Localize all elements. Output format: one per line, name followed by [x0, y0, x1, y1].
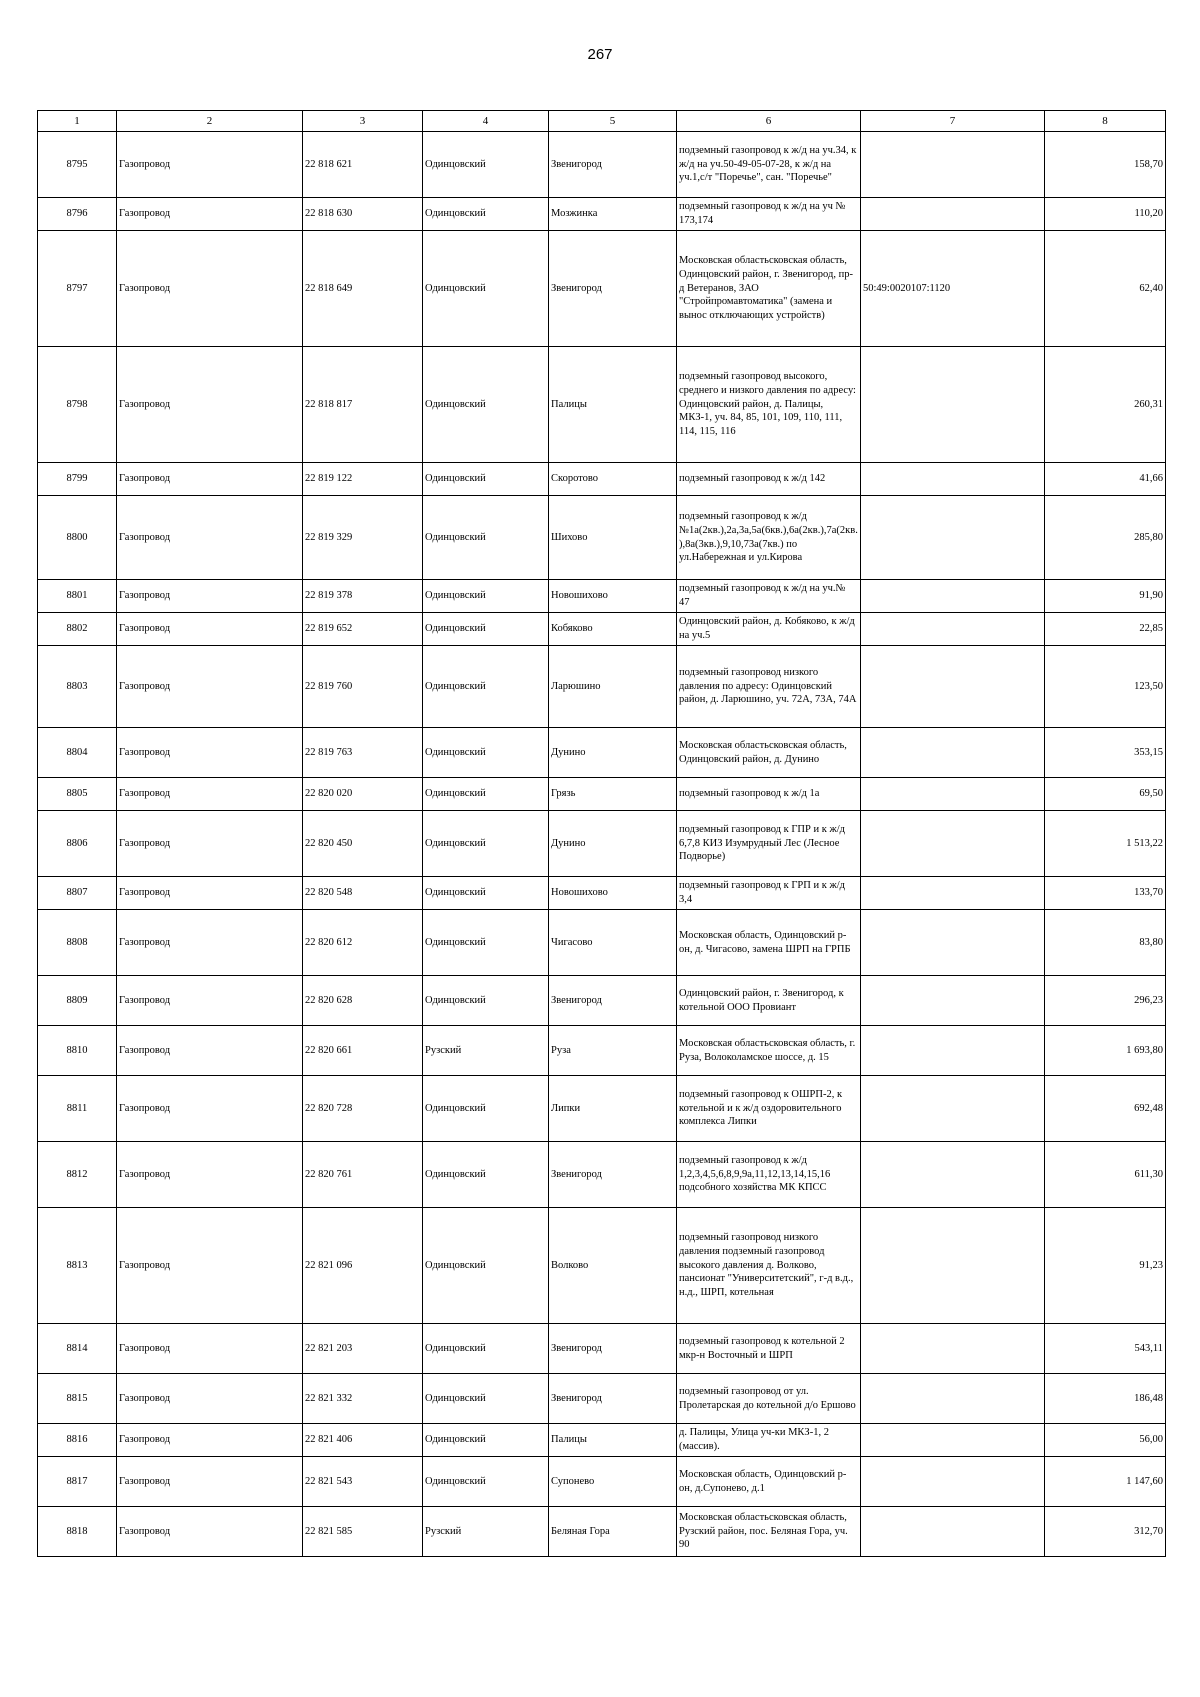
object-name: Газопровод: [117, 347, 303, 463]
value-cell: 158,70: [1045, 132, 1166, 198]
district-cell: Одинцовский: [423, 910, 549, 976]
inventory-code: 22 819 652: [303, 613, 423, 646]
row-number: 8811: [38, 1076, 117, 1142]
cadastral-number-cell: [861, 1026, 1045, 1076]
inventory-code: 22 820 612: [303, 910, 423, 976]
row-number: 8817: [38, 1457, 117, 1507]
cadastral-number-cell: 50:49:0020107:1120: [861, 231, 1045, 347]
row-number: 8800: [38, 496, 117, 580]
table-row: [38, 1374, 1166, 1424]
table-row: [38, 496, 1166, 580]
row-number: 8809: [38, 976, 117, 1026]
district-cell: Одинцовский: [423, 1208, 549, 1324]
district-cell: Одинцовский: [423, 231, 549, 347]
row-number: 8806: [38, 811, 117, 877]
cadastral-number-cell: [861, 613, 1045, 646]
row-number: 8802: [38, 613, 117, 646]
locality-cell: Дунино: [549, 811, 677, 877]
description-cell: подземный газопровод низкого давления подземный газопровод высокого давления д. Волково, пансионат "Университетский", г-д в.д., н.д., ШРП, котельная: [677, 1208, 861, 1324]
district-cell: Одинцовский: [423, 1076, 549, 1142]
cadastral-number-cell: [861, 132, 1045, 198]
row-number: 8808: [38, 910, 117, 976]
inventory-code: 22 820 728: [303, 1076, 423, 1142]
inventory-code: 22 821 096: [303, 1208, 423, 1324]
description-cell: Одинцовский район, д. Кобяково, к ж/д на уч.5: [677, 613, 861, 646]
value-cell: 1 693,80: [1045, 1026, 1166, 1076]
cadastral-number-cell: [861, 1507, 1045, 1557]
object-name: Газопровод: [117, 1457, 303, 1507]
inventory-code: 22 821 406: [303, 1424, 423, 1457]
inventory-code: 22 820 628: [303, 976, 423, 1026]
locality-cell: Новошихово: [549, 580, 677, 613]
value-cell: 91,90: [1045, 580, 1166, 613]
inventory-code: 22 820 450: [303, 811, 423, 877]
row-number: 8813: [38, 1208, 117, 1324]
description-cell: Московская область, Одинцовский р-он, д. Чигасово, замена ШРП на ГРПБ: [677, 910, 861, 976]
column-header: 2: [117, 111, 303, 132]
row-number: 8795: [38, 132, 117, 198]
value-cell: 133,70: [1045, 877, 1166, 910]
locality-cell: Скоротово: [549, 463, 677, 496]
description-cell: подземный газопровод к ГПР и к ж/д 6,7,8 КИЗ Изумрудный Лес (Лесное Подворье): [677, 811, 861, 877]
district-cell: Рузский: [423, 1026, 549, 1076]
inventory-code: 22 820 020: [303, 778, 423, 811]
inventory-code: 22 818 630: [303, 198, 423, 231]
value-cell: 312,70: [1045, 1507, 1166, 1557]
object-name: Газопровод: [117, 496, 303, 580]
object-name: Газопровод: [117, 728, 303, 778]
inventory-code: 22 818 649: [303, 231, 423, 347]
cadastral-number-cell: [861, 877, 1045, 910]
inventory-code: 22 821 585: [303, 1507, 423, 1557]
column-header: 4: [423, 111, 549, 132]
value-cell: 260,31: [1045, 347, 1166, 463]
value-cell: 56,00: [1045, 1424, 1166, 1457]
district-cell: Одинцовский: [423, 877, 549, 910]
district-cell: Одинцовский: [423, 132, 549, 198]
locality-cell: Шихово: [549, 496, 677, 580]
cadastral-number-cell: [861, 1142, 1045, 1208]
table-body: [38, 132, 1166, 1557]
inventory-code: 22 819 122: [303, 463, 423, 496]
table-row: [38, 347, 1166, 463]
cadastral-number-cell: [861, 1076, 1045, 1142]
description-cell: подземный газопровод к ж/д 142: [677, 463, 861, 496]
cadastral-number-cell: [861, 811, 1045, 877]
inventory-code: 22 819 378: [303, 580, 423, 613]
registry-table: [37, 110, 1166, 1557]
cadastral-number-cell: [861, 1208, 1045, 1324]
table-row: [38, 1324, 1166, 1374]
inventory-code: 22 820 761: [303, 1142, 423, 1208]
object-name: Газопровод: [117, 1324, 303, 1374]
locality-cell: Волково: [549, 1208, 677, 1324]
description-cell: подземный газопровод к ОШРП-2, к котельной и к ж/д оздоровительного комплекса Липки: [677, 1076, 861, 1142]
district-cell: Одинцовский: [423, 1424, 549, 1457]
cadastral-number-cell: [861, 1374, 1045, 1424]
row-number: 8803: [38, 646, 117, 728]
column-header: 1: [38, 111, 117, 132]
column-header: 3: [303, 111, 423, 132]
district-cell: Рузский: [423, 1507, 549, 1557]
value-cell: 110,20: [1045, 198, 1166, 231]
district-cell: Одинцовский: [423, 646, 549, 728]
value-cell: 1 147,60: [1045, 1457, 1166, 1507]
cadastral-number-cell: [861, 198, 1045, 231]
column-header: 6: [677, 111, 861, 132]
row-number: 8804: [38, 728, 117, 778]
object-name: Газопровод: [117, 646, 303, 728]
object-name: Газопровод: [117, 910, 303, 976]
object-name: Газопровод: [117, 811, 303, 877]
column-header: 8: [1045, 111, 1166, 132]
description-cell: подземный газопровод к ж/д №1а(2кв.),2а,3а,5а(6кв.),6а(2кв.),7а(2кв.),8а(3кв.),9,10,73а(7кв.) по ул.Набережная и ул.Кирова: [677, 496, 861, 580]
object-name: Газопровод: [117, 1026, 303, 1076]
cadastral-number-cell: [861, 910, 1045, 976]
inventory-code: 22 821 543: [303, 1457, 423, 1507]
district-cell: Одинцовский: [423, 198, 549, 231]
table-row: [38, 646, 1166, 728]
locality-cell: Палицы: [549, 1424, 677, 1457]
inventory-code: 22 818 817: [303, 347, 423, 463]
cadastral-number-cell: [861, 580, 1045, 613]
table-row: [38, 1076, 1166, 1142]
district-cell: Одинцовский: [423, 613, 549, 646]
table-row: [38, 877, 1166, 910]
locality-cell: Руза: [549, 1026, 677, 1076]
page-number: 267: [587, 46, 613, 63]
description-cell: подземный газопровод к ж/д на уч.34, к ж/д на уч.50-49-05-07-28, к ж/д на уч.1,с/т "Поречье", сан. "Поречье": [677, 132, 861, 198]
cadastral-number-cell: [861, 496, 1045, 580]
locality-cell: Супонево: [549, 1457, 677, 1507]
value-cell: 285,80: [1045, 496, 1166, 580]
inventory-code: 22 819 760: [303, 646, 423, 728]
row-number: 8816: [38, 1424, 117, 1457]
description-cell: Московская область, Одинцовский р-он, д.Супонево, д.1: [677, 1457, 861, 1507]
row-number: 8807: [38, 877, 117, 910]
table-row: [38, 976, 1166, 1026]
cadastral-number-cell: [861, 778, 1045, 811]
row-number: 8798: [38, 347, 117, 463]
object-name: Газопровод: [117, 613, 303, 646]
object-name: Газопровод: [117, 1507, 303, 1557]
value-cell: 186,48: [1045, 1374, 1166, 1424]
value-cell: 692,48: [1045, 1076, 1166, 1142]
table-row: [38, 1424, 1166, 1457]
row-number: 8797: [38, 231, 117, 347]
inventory-code: 22 819 329: [303, 496, 423, 580]
locality-cell: Новошихово: [549, 877, 677, 910]
value-cell: 83,80: [1045, 910, 1166, 976]
column-header: 7: [861, 111, 1045, 132]
description-cell: подземный газопровод к ж/д 1,2,3,4,5,6,8,9,9а,11,12,13,14,15,16 подсобного хозяйства МК КПСС: [677, 1142, 861, 1208]
description-cell: Московская областьсковская область, Одинцовский район, д. Дунино: [677, 728, 861, 778]
locality-cell: Звенигород: [549, 1324, 677, 1374]
row-number: 8805: [38, 778, 117, 811]
table-row: [38, 463, 1166, 496]
table-row: [38, 1142, 1166, 1208]
table-row: [38, 778, 1166, 811]
object-name: Газопровод: [117, 976, 303, 1026]
cadastral-number-cell: [861, 646, 1045, 728]
row-number: 8810: [38, 1026, 117, 1076]
inventory-code: 22 818 621: [303, 132, 423, 198]
locality-cell: Звенигород: [549, 1374, 677, 1424]
description-cell: подземный газопровод к ж/д 1а: [677, 778, 861, 811]
locality-cell: Звенигород: [549, 1142, 677, 1208]
description-cell: подземный газопровод низкого давления по адресу: Одинцовский район, д. Ларюшино, уч. 72А, 73А, 74А: [677, 646, 861, 728]
row-number: 8812: [38, 1142, 117, 1208]
cadastral-number-cell: [861, 1457, 1045, 1507]
locality-cell: Чигасово: [549, 910, 677, 976]
locality-cell: Мозжинка: [549, 198, 677, 231]
value-cell: 353,15: [1045, 728, 1166, 778]
value-cell: 296,23: [1045, 976, 1166, 1026]
cadastral-number-cell: [861, 1424, 1045, 1457]
description-cell: Одинцовский район, г. Звенигород, к котельной ООО Провиант: [677, 976, 861, 1026]
locality-cell: Ларюшино: [549, 646, 677, 728]
locality-cell: Дунино: [549, 728, 677, 778]
description-cell: подземный газопровод от ул. Пролетарская до котельной д/о Ершово: [677, 1374, 861, 1424]
locality-cell: Грязь: [549, 778, 677, 811]
row-number: 8814: [38, 1324, 117, 1374]
district-cell: Одинцовский: [423, 1142, 549, 1208]
object-name: Газопровод: [117, 1424, 303, 1457]
district-cell: Одинцовский: [423, 1374, 549, 1424]
object-name: Газопровод: [117, 778, 303, 811]
inventory-code: 22 821 203: [303, 1324, 423, 1374]
district-cell: Одинцовский: [423, 580, 549, 613]
description-cell: д. Палицы, Улица уч-ки МКЗ-1, 2 (массив).: [677, 1424, 861, 1457]
locality-cell: Кобяково: [549, 613, 677, 646]
cadastral-number-cell: [861, 463, 1045, 496]
cadastral-number-cell: [861, 1324, 1045, 1374]
table-row: [38, 910, 1166, 976]
object-name: Газопровод: [117, 231, 303, 347]
table-row: [38, 728, 1166, 778]
object-name: Газопровод: [117, 580, 303, 613]
description-cell: подземный газопровод к котельной 2 мкр-н Восточный и ШРП: [677, 1324, 861, 1374]
cadastral-number-cell: [861, 976, 1045, 1026]
description-cell: Московская областьсковская область, Одинцовский район, г. Звенигород, пр-д Ветеранов, ЗАО "Стройпромавтоматика" (замена и вынос отключающих устройств): [677, 231, 861, 347]
inventory-code: 22 821 332: [303, 1374, 423, 1424]
table-row: [38, 198, 1166, 231]
object-name: Газопровод: [117, 198, 303, 231]
object-name: Газопровод: [117, 877, 303, 910]
district-cell: Одинцовский: [423, 728, 549, 778]
district-cell: Одинцовский: [423, 976, 549, 1026]
table-row: [38, 1026, 1166, 1076]
description-cell: подземный газопровод к ж/д на уч.№ 47: [677, 580, 861, 613]
value-cell: 611,30: [1045, 1142, 1166, 1208]
cadastral-number-cell: [861, 728, 1045, 778]
table-row: [38, 613, 1166, 646]
row-number: 8796: [38, 198, 117, 231]
value-cell: 62,40: [1045, 231, 1166, 347]
value-cell: 543,11: [1045, 1324, 1166, 1374]
value-cell: 69,50: [1045, 778, 1166, 811]
object-name: Газопровод: [117, 1142, 303, 1208]
district-cell: Одинцовский: [423, 347, 549, 463]
row-number: 8799: [38, 463, 117, 496]
table-row: [38, 811, 1166, 877]
description-cell: подземный газопровод к ж/д на уч № 173,174: [677, 198, 861, 231]
inventory-code: 22 820 661: [303, 1026, 423, 1076]
district-cell: Одинцовский: [423, 778, 549, 811]
object-name: Газопровод: [117, 463, 303, 496]
district-cell: Одинцовский: [423, 496, 549, 580]
table-row: [38, 580, 1166, 613]
description-cell: подземный газопровод высокого, среднего и низкого давления по адресу: Одинцовский район, д. Палицы, МКЗ-1, уч. 84, 85, 101, 109, 110, 111, 114, 115, 116: [677, 347, 861, 463]
inventory-code: 22 820 548: [303, 877, 423, 910]
locality-cell: Палицы: [549, 347, 677, 463]
locality-cell: Липки: [549, 1076, 677, 1142]
value-cell: 123,50: [1045, 646, 1166, 728]
table-row: [38, 1208, 1166, 1324]
description-cell: Московская областьсковская область, г. Руза, Волоколамское шоссе, д. 15: [677, 1026, 861, 1076]
district-cell: Одинцовский: [423, 1324, 549, 1374]
table-row: [38, 1457, 1166, 1507]
object-name: Газопровод: [117, 1374, 303, 1424]
column-header: 5: [549, 111, 677, 132]
object-name: Газопровод: [117, 132, 303, 198]
table-row: [38, 132, 1166, 198]
inventory-code: 22 819 763: [303, 728, 423, 778]
district-cell: Одинцовский: [423, 811, 549, 877]
table-header: [38, 111, 1166, 132]
row-number: 8801: [38, 580, 117, 613]
row-number: 8818: [38, 1507, 117, 1557]
table-row: [38, 231, 1166, 347]
object-name: Газопровод: [117, 1208, 303, 1324]
district-cell: Одинцовский: [423, 463, 549, 496]
value-cell: 41,66: [1045, 463, 1166, 496]
cadastral-number-cell: [861, 347, 1045, 463]
locality-cell: Звенигород: [549, 231, 677, 347]
value-cell: 22,85: [1045, 613, 1166, 646]
locality-cell: Звенигород: [549, 976, 677, 1026]
object-name: Газопровод: [117, 1076, 303, 1142]
table-row: [38, 1507, 1166, 1557]
locality-cell: Беляная Гора: [549, 1507, 677, 1557]
description-cell: Московская областьсковская область, Рузский район, пос. Беляная Гора, уч. 90: [677, 1507, 861, 1557]
locality-cell: Звенигород: [549, 132, 677, 198]
description-cell: подземный газопровод к ГРП и к ж/д 3,4: [677, 877, 861, 910]
header-row: [38, 111, 1166, 132]
district-cell: Одинцовский: [423, 1457, 549, 1507]
row-number: 8815: [38, 1374, 117, 1424]
value-cell: 91,23: [1045, 1208, 1166, 1324]
value-cell: 1 513,22: [1045, 811, 1166, 877]
